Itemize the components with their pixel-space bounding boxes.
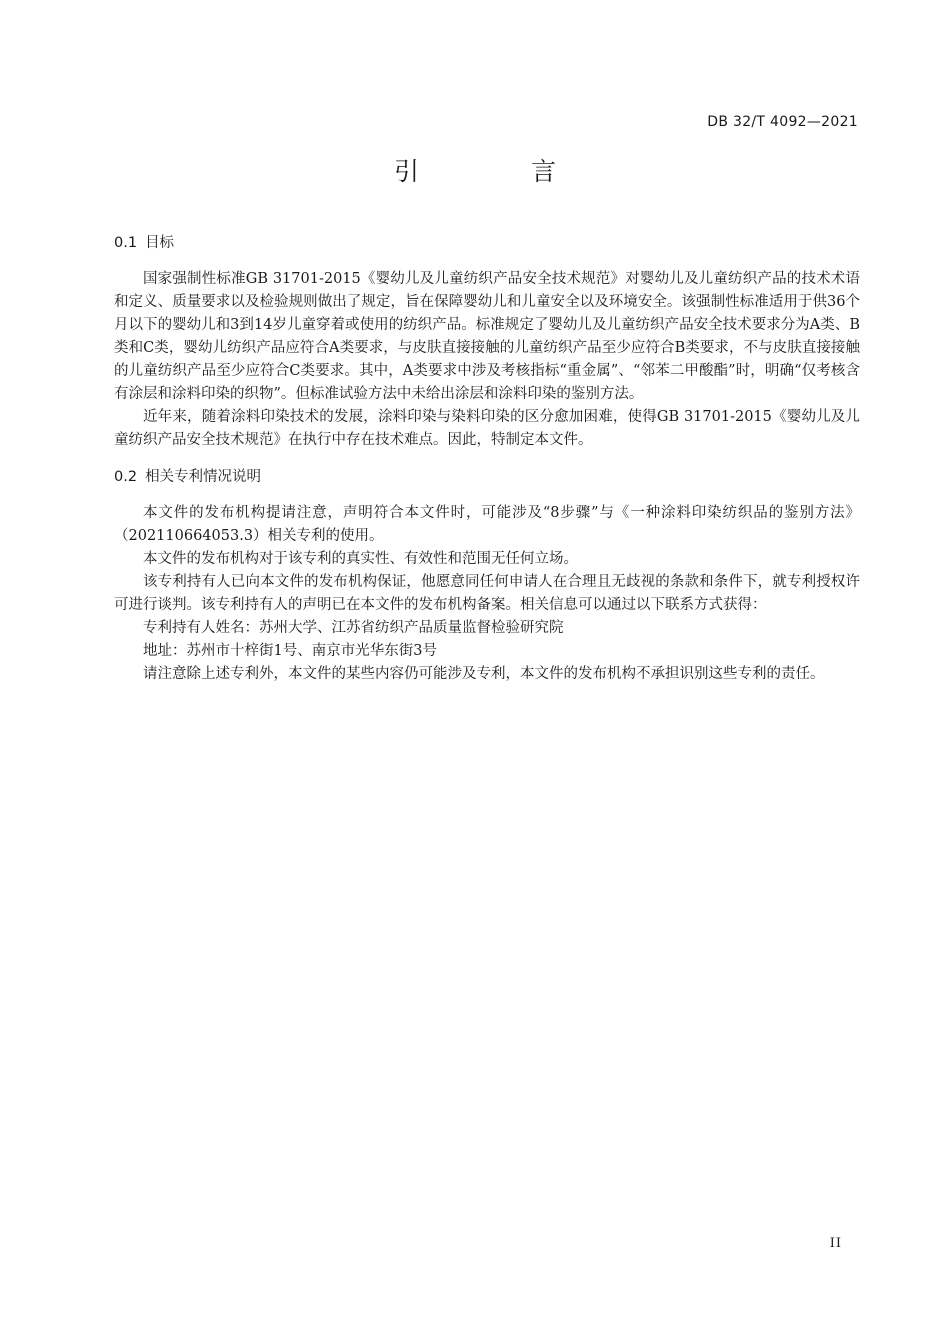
- paragraph: 近年来，随着涂料印染技术的发展，涂料印染与染料印染的区分愈加困难，使得GB 31701-2015《婴幼儿及儿童纺织产品安全技术规范》在执行中存在技术难点。因此，特制定本文件。: [114, 409, 860, 448]
- patent-holder-name: 专利持有人姓名：苏州大学、江苏省纺织产品质量监督检验研究院: [143, 620, 564, 636]
- section-objective: [114, 232, 860, 452]
- paragraph: 本文件的发布机构对于该专利的真实性、有效性和范围无任何立场。: [143, 551, 578, 567]
- paragraph: 该专利持有人已向本文件的发布机构保证，他愿意同任何申请人在合理且无歧视的条款和条件下，就专利授权许可进行谈判。该专利持有人的声明已在本文件的发布机构备案。相关信息可以通过以下联系方式获得：: [114, 574, 860, 613]
- document-body: [114, 232, 860, 700]
- patent-holder-address: 地址：苏州市十梓街1号、南京市光华东街3号: [143, 643, 437, 659]
- page-number: II: [829, 1236, 842, 1251]
- section-patent-statement: [114, 466, 860, 686]
- section-heading: [114, 466, 860, 488]
- paragraph: 本文件的发布机构提请注意，声明符合本文件时，可能涉及“8步骤”与《一种涂料印染纺织品的鉴别方法》（202110664053.3）相关专利的使用。: [114, 505, 860, 544]
- paragraph: 请注意除上述专利外，本文件的某些内容仍可能涉及专利，本文件的发布机构不承担识别这些专利的责任。: [143, 666, 825, 682]
- section-title: 相关专利情况说明: [145, 469, 262, 485]
- section-title: 目标: [145, 235, 175, 251]
- section-heading: [114, 232, 860, 254]
- standard-number: DB 32/T 4092—2021: [707, 114, 858, 130]
- section-number: 0.2: [114, 469, 138, 485]
- section-number: 0.1: [114, 235, 138, 251]
- paragraph: 国家强制性标准GB 31701-2015《婴幼儿及儿童纺织产品安全技术规范》对婴幼儿及儿童纺织产品的技术术语和定义、质量要求以及检验规则做出了规定，旨在保障婴幼儿和儿童安全以及环境安全。该强制性标准适用于供36个月以下的婴幼儿和3到14岁儿童穿着或使用的纺织产品。标准规定了婴幼儿及儿童纺织产品安全技术要求分为A类、B类和C类，婴幼儿纺织产品应符合A类要求，与皮肤直接接触的儿童纺织产品至少应符合B类要求，不与皮肤直接接触的儿童纺织产品至少应符合C类要求。其中，A类要求中涉及考核指标“重金属”、“邻苯二甲酸酯”时，明确“仅考核含有涂层和涂料印染的织物”。但标准试验方法中未给出涂层和涂料印染的鉴别方法。: [114, 271, 860, 402]
- page-title: 引 言: [394, 157, 608, 186]
